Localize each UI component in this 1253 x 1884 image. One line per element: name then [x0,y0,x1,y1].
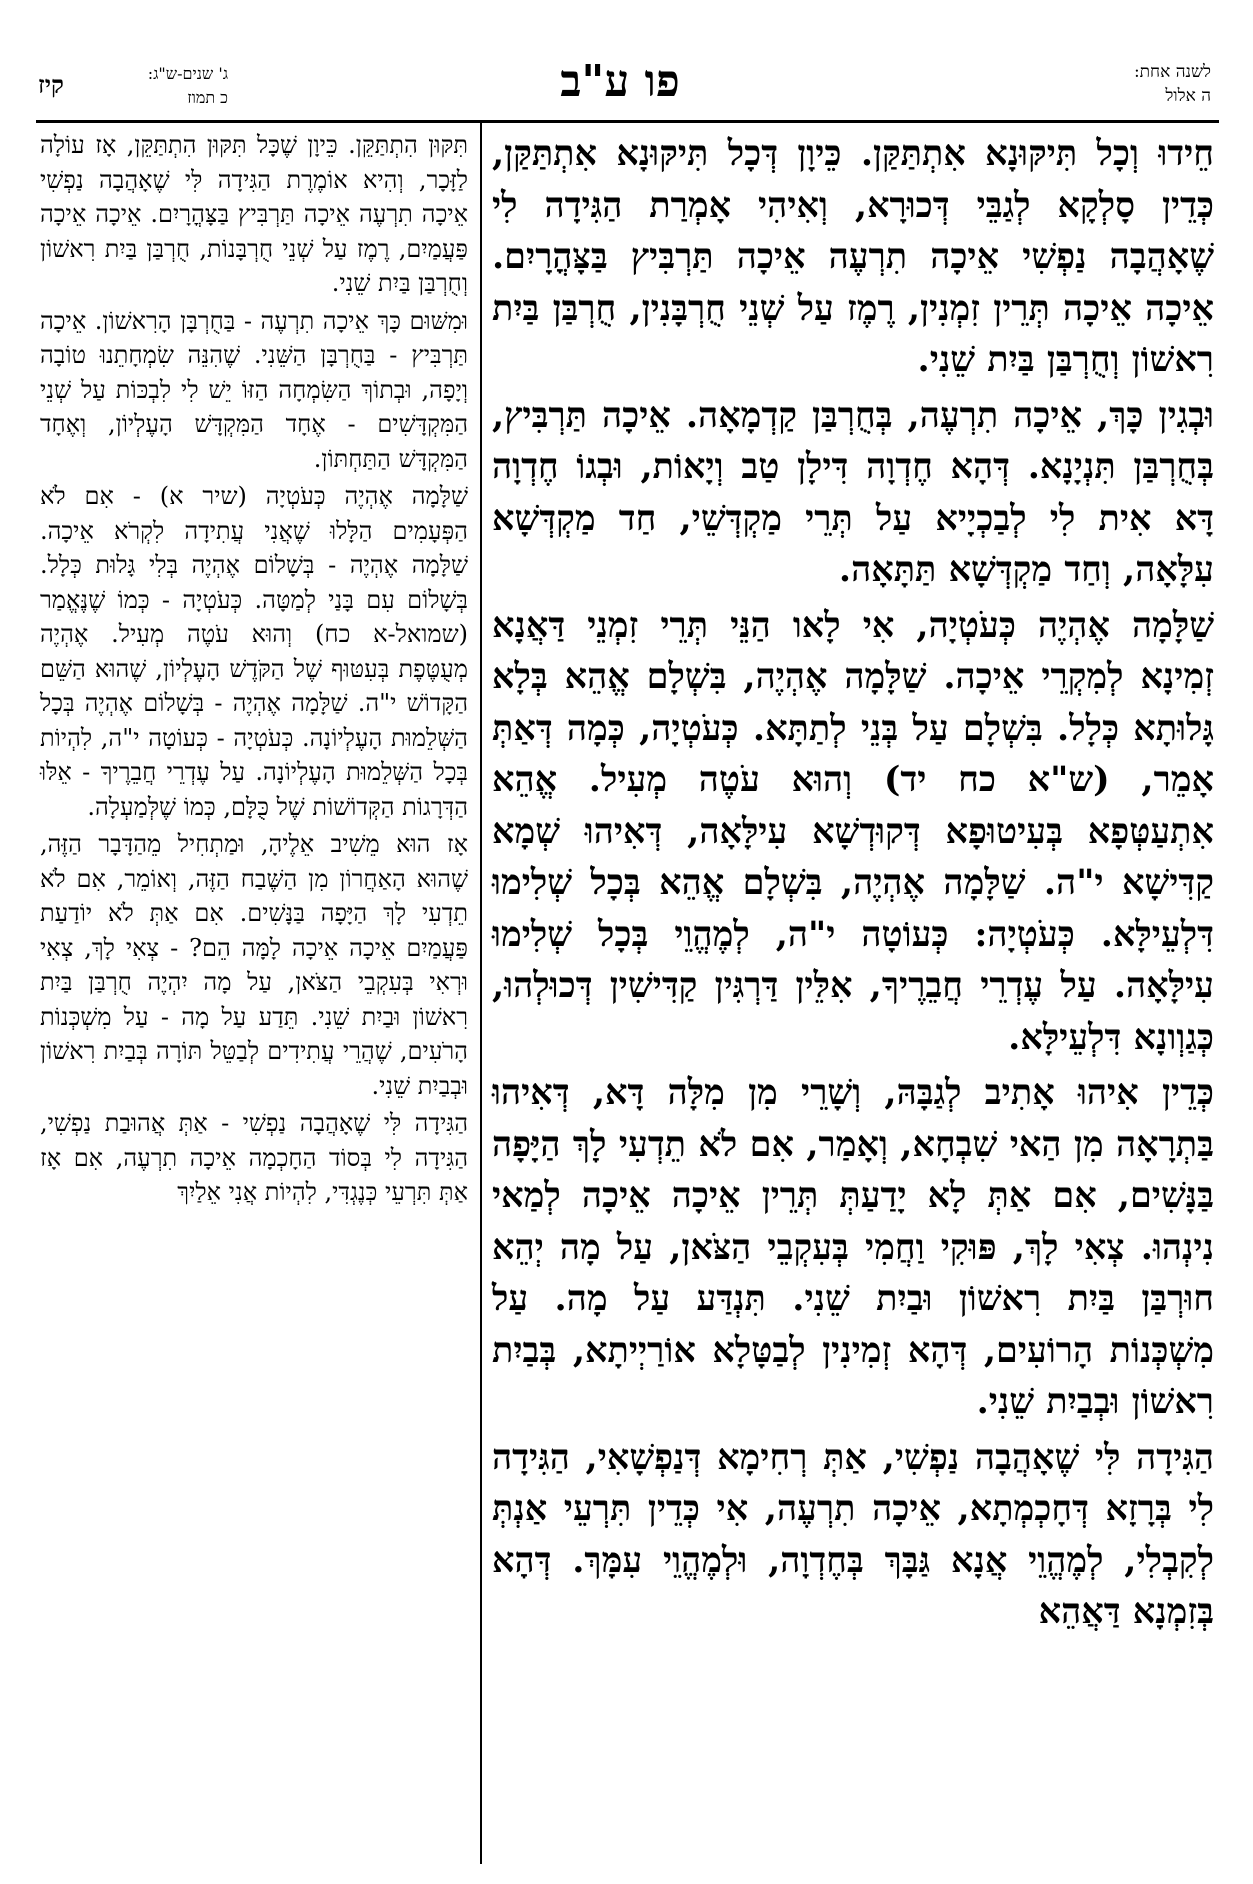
commentary-paragraph-1: תִּקּוּן הִתְתַּקֵּן. כֵּיוָן שֶׁכָּל תִּקּוּן הִתְתַּקֵּן, אָז עוֹלָה לַזָּכָר, וְהִיא אוֹמֶרֶת הַגִּידָה לִּי שֶׁאָהֲבָה נַפְשִׁי אֵיכָה תִרְעֶה אֵיכָה תַּרְבִּיץ בַּצָּהֳרָיִם. אֵיכָה אֵיכָה פַּעֲמַיִם, רֶמֶז עַל שְׁנֵי חֻרְבָּנוֹת, חֻרְבַּן בַּיִת רִאשׁוֹן וְחֻרְבַּן בַּיִת שֵׁנִי. [40,131,468,297]
header-right-line2: ה אלול [1165,86,1211,106]
header-right [1011,60,1211,122]
main-paragraph-4: כְּדֵין אִיהוּ אָתִיב לְגַבָּהּ, וְשָׁרֵי מִן מִלָּה דָּא, דְּאִיהוּ בַּתְרָאָה מִן הַאי שִׁבְחָא, וְאָמַר, אִם לֹא תֵדְעִי לָךְ הַיָּפָה בַּנָּשִׁים, אִם אַתְּ לָא יָדַעַתְּ תְּרֵין אֵיכָה אֵיכָה לְמַאי נִינְהוּ. צְאִי לָךְ, פּוּקִי וַחֲמִי בְּעִקְבֵי הַצֹּאן, עַל מָה יְהֵא חוּרְבַּן בַּיִת רִאשׁוֹן וּבַיִת שֵׁנִי. תִּנְדַּע עַל מָה. עַל מִשְׁכְּנוֹת הָרוֹעִים, דְּהָא זְמִינִין לְבַטָּלָא אוֹרַיְיתָא, בְּבַיִת רִאשׁוֹן וּבְבַיִת שֵׁנִי. [492,1072,1214,1422]
column-divider [480,121,482,1864]
main-paragraph-3: שַׁלָּמָה אֶהְיֶה כְּעֹטְיָה, אִי לָאו הַנֵּי תְּרֵי זִמְנֵי דַּאֲנָא זְמִינָא לְמִקְרֵי אֵיכָה. שַׁלָּמָה אֶהְיֶה, בִּשְׁלָם אֱהֵא בְּלָא גָּלוּתָא כְּלָל. בִּשְׁלָם עַל בְּנֵי לְתַתָּא. כְּעֹטְיָה, כְּמָה דְּאַתְּ אָמֵר, (ש"א כח יד) וְהוּא עֹטֶה מְעִיל. אֱהֵא אִתְעַטְּפָא בְּעִיטוּפָא דְּקוּדְשָׁא עִילָּאָה, דְּאִיהוּ שְׁמָא קַדִּישָׁא י"ה. שַׁלָּמָה אֶהְיֶה, בִּשְׁלָם אֱהֵא בְּכָל שְׁלִימוּ דִּלְעֵילָּא. כְּעֹטְיָה: כְּעוֹטָה י"ה, לְמֶהֱוֵי בְּכָל שְׁלִימוּ עִילָּאָה. עַל עֶדְרֵי חֲבֵרֶיךָ, אִלֵּין דַּרְגִּין קַדִּישִׁין דְּכוּלְהוּ, כְּגַוְונָא דִּלְעֵילָּא. [492,604,1214,1058]
main-paragraph-1: חֵידוּ וְכָל תִּיקּוּנָא אִתְתַּקַּן. כֵּיוָן דְּכָל תִּיקּוּנָא אִתְתַּקַּן, כְּדֵין סָלְקָא לְגַבֵּי דְּכוּרָא, וְאִיהִי אָמְרַת הַגִּידָה לִי שֶׁאָהֲבָה נַפְשִׁי אֵיכָה תִרְעֶה אֵיכָה תַּרְבִּיץ בַּצָּהֳרָיִם. אֵיכָה אֵיכָה תְּרֵין זִמְנִין, רֶמֶז עַל שְׁנֵי חֻרְבָּנִין, חֻרְבַּן בַּיִת רִאשׁוֹן וְחֻרְבַּן בַּיִת שֵׁנִי. [492,133,1214,380]
main-paragraph-2: וּבְגִין כָּךְ, אֵיכָה תִרְעֶה, בְּחֻרְבַּן קַדְמָאָה. אֵיכָה תַּרְבִּיץ, בְּחֻרְבַּן תִּנְיָנָא. דְּהָא חֶדְוָה דִּילָן טַב וְיָאוֹת, וּבְגוֹ חֶדְוָה דָּא אִית לִי לְבַכְיָיא עַל תְּרֵי מַקְדְּשֵׁי, חַד מַקְדְּשָׁא עִלָּאָה, וְחַד מַקְדְּשָׁא תַּתָּאָה. [492,394,1214,590]
commentary-paragraph-4: אָז הוּא מֵשִׁיב אֵלֶיהָ, וּמַתְחִיל מֵהַדָּבָר הַזֶּה, שֶׁהוּא הָאַחֲרוֹן מִן הַשֶּׁבַח הַזֶּה, וְאוֹמֵר, אִם לֹא תֵדְעִי לָךְ הַיָּפָה בַּנָּשִׁים. אִם אַתְּ לֹא יוֹדַעַת פַּעֲמַיִם אֵיכָה אֵיכָה לָמָּה הֵם? - צְאִי לָךְ, צְאִי וּרְאִי בְּעִקְבֵי הַצֹּאן, עַל מָה יִהְיֶה חֻרְבַּן בַּיִת רִאשׁוֹן וּבַיִת שֵׁנִי. תֵּדַע עַל מָה - עַל מִשְׁכְּנוֹת הָרֹעִים, שֶׁהֲרֵי עֲתִידִים לְבַטֵּל תּוֹרָה בְּבַיִת רִאשׁוֹן וּבְבַיִת שֵׁנִי. [40,830,468,1100]
header-left-line2: כ תמוז [187,88,228,107]
commentary-column [40,128,468,1213]
daf-number: קיז [38,70,64,99]
header-left-dates [88,62,228,110]
commentary-paragraph-3: שַׁלָּמָה אֶהְיֶה כְּעֹטְיָה (שיר א) - אִם לֹא הַפְּעָמִים הַלָּלוּ שֶׁאֲנִי עֲתִידָה לִקְרֹא אֵיכָה. שַׁלָּמָה אֶהְיֶה - בְּשָׁלוֹם אֶהְיֶה בְּלִי גָּלוּת כְּלָל. בְּשָׁלוֹם עִם בָּנַי לְמַטָּה. כְּעֹטְיָה - כְּמוֹ שֶׁנֶּאֱמַר (שמואל-א כח) וְהוּא עֹטֶה מְעִיל. אֶהְיֶה מְעֻטֶּפֶת בְּעִטּוּף שֶׁל הַקֹּדֶשׁ הָעֶלְיוֹן, שֶׁהוּא הַשֵּׁם הַקָּדוֹשׁ י"ה. שַׁלָּמָה אֶהְיֶה - בְּשָׁלוֹם אֶהְיֶה בְּכָל הַשְּׁלֵמוּת הָעֶלְיוֹנָה. כְּעֹטְיָה - כְּעוֹטָה י"ה, לִהְיוֹת בְּכָל הַשְּׁלֵמוּת הָעֶלְיוֹנָה. עַל עֶדְרֵי חֲבֵרֶיךָ - אֵלּוּ הַדְּרָגוֹת הַקְּדוֹשׁוֹת שֶׁל כֻּלָּם, כְּמוֹ שֶׁלְּמַעְלָה. [40,482,468,821]
header-left-line1: ג' שנים-ש"ג: [147,64,228,83]
main-text-column [492,128,1214,1642]
commentary-paragraph-5: הַגִּידָה לִּי שֶׁאָהֲבָה נַפְשִׁי - אַתְּ אֲהוּבַת נַפְשִׁי, הַגִּידָה לִי בְּסוֹד הַחָכְמָה אֵיכָה תִרְעֶה, אִם אָז אַתְּ תִּרְעֵי כְּנֶגְדִּי, לִהְיוֹת אֲנִי אֵלַיִךְ [40,1109,468,1206]
header-rule [36,120,1219,123]
header-left [38,58,228,120]
main-paragraph-5: הַגִּידָה לִּי שֶׁאָהֲבָה נַפְשִׁי, אַתְּ רְחִימָא דְּנַפְשָׁאִי, הַגִּידָה לִי בְּרָזָא דְּחָכְמְתָא, אֵיכָה תִרְעֶה, אִי כְּדֵין תִּרְעֵי אַנְתְּ לְקִבְלִי, לְמֶהֱוֵי אֲנָא גַּבָּךְ בְּחֶדְוָה, וּלְמֶהֱוֵי עִמָּךְ. דְּהָא בְּזִמְנָא דַּאֲהֵא [492,1436,1214,1632]
page-title: פו ע"ב [560,56,680,107]
commentary-paragraph-2: וּמִשּׁוּם כָּךְ אֵיכָה תִרְעֶה - בַּחֻרְבָּן הָרִאשׁוֹן. אֵיכָה תַּרְבִּיץ - בַּחֻרְבָּן הַשֵּׁנִי. שֶׁהִנֵּה שִׂמְחָתֵנוּ טוֹבָה וְיָפָה, וּבְתוֹךְ הַשִּׂמְחָה הַזּוֹ יֵשׁ לִי לִבְכּוֹת עַל שְׁנֵי הַמִּקְדָּשִׁים - אֶחָד הַמִּקְדָּשׁ הָעֶלְיוֹן, וְאֶחָד הַמִּקְדָּשׁ הַתַּחְתּוֹן. [40,306,468,473]
header-right-line1: לשנה אחת: [1133,62,1211,82]
